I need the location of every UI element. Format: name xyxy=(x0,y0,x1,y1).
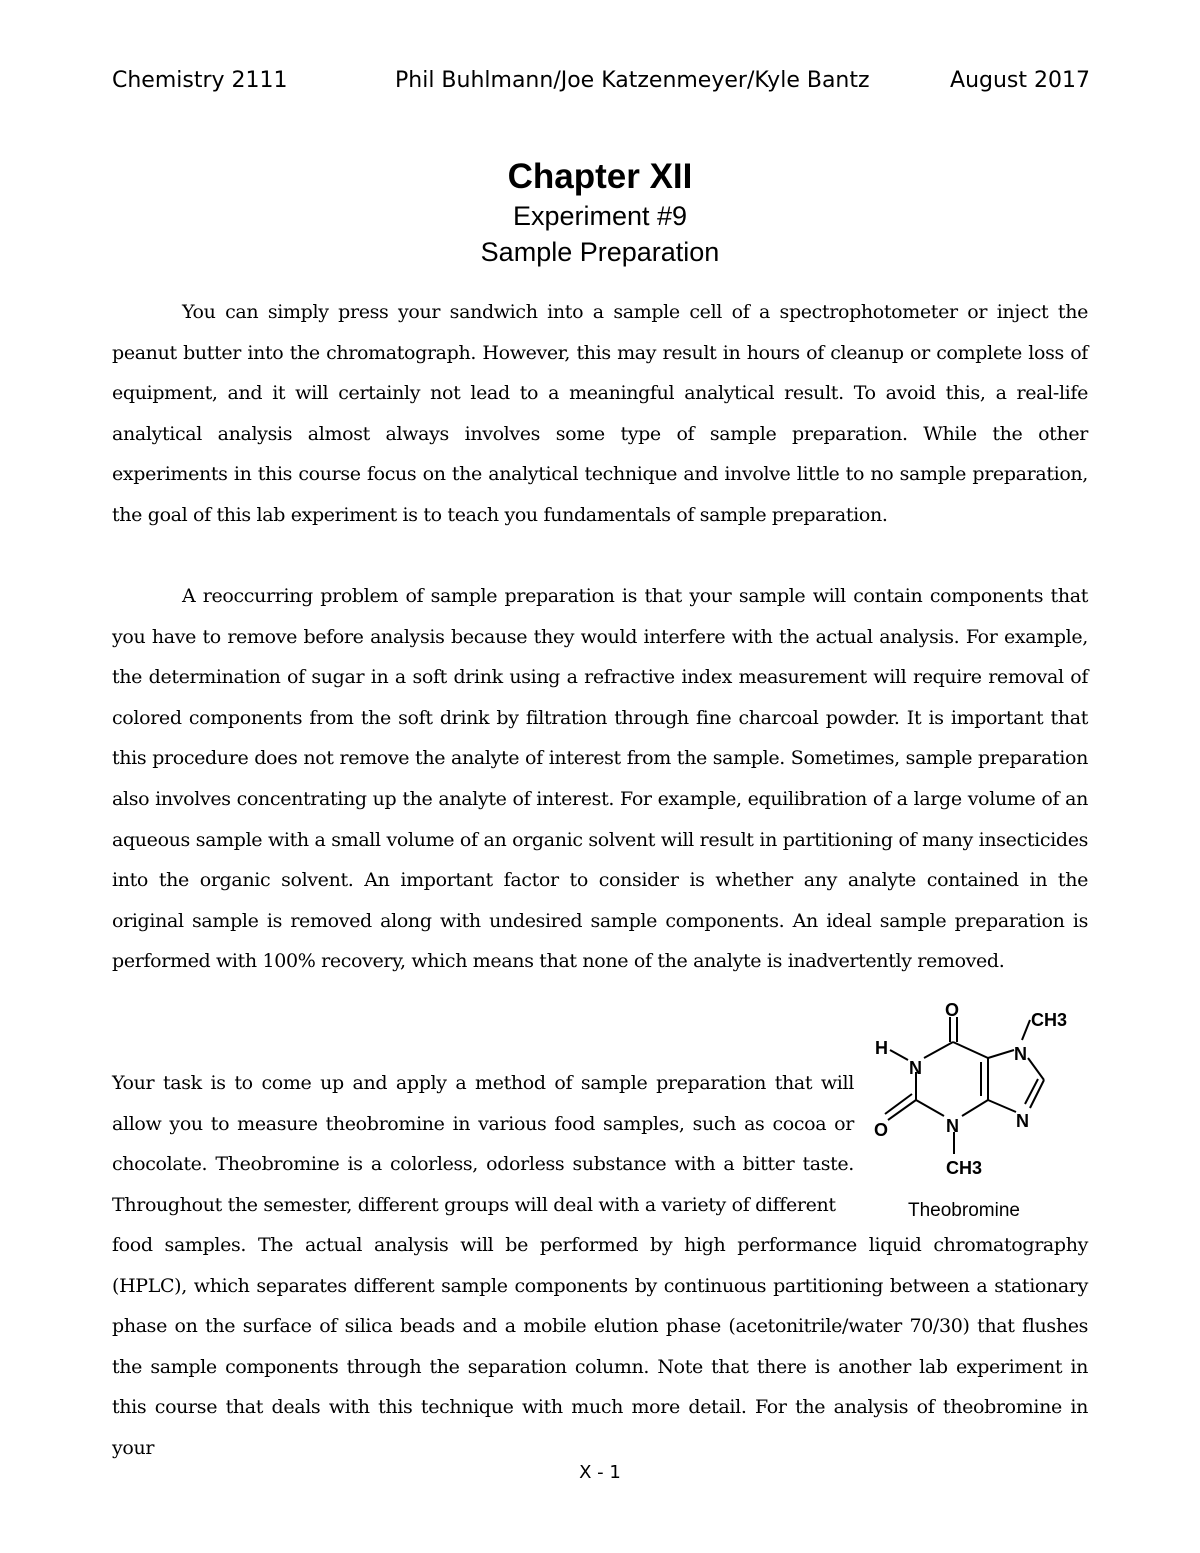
title-block xyxy=(0,156,1200,270)
paragraph-text: Your task is to come up and apply a method of sample preparation that will allow you to measure theobromine in various food samples, such as cocoa or chocolate. Theobromine is a colorless, odorless substance with a bitter taste. Throughout the semester, different groups will deal with a variety of different xyxy=(112,1072,854,1216)
theobromine-molecule-diagram xyxy=(868,992,1098,1222)
page-header xyxy=(112,68,1090,104)
figure-caption: Theobromine xyxy=(908,1200,1020,1221)
molecule-bonds xyxy=(885,1017,1044,1154)
atom-nitrogen-3: N xyxy=(946,1116,959,1136)
atom-nitrogen-1: N xyxy=(909,1058,922,1078)
atom-methyl-top: CH3 xyxy=(1031,1010,1068,1030)
paragraph-intro xyxy=(112,292,1088,536)
header-authors: Phil Buhlmann/Joe Katzenmeyer/Kyle Bantz xyxy=(395,68,870,93)
paragraph-text: You can simply press your sandwich into a sample cell of a spectrophotometer or inject the peanut butter into the chromatograph. However, this may result in hours of cleanup or complete loss of equipment, and it will certainly not lead to a meaningful analytical result. To avoid this, a real-life analytical analysis almost always involves some type of sample preparation. While the other experiments in this course focus on the analytical technique and involve little to no sample preparation, the goal of this lab experiment is to teach you fundamentals of sample preparation. xyxy=(112,301,1088,526)
paragraph-hplc xyxy=(112,1225,1088,1469)
paragraph-text: food samples. The actual analysis will be performed by high performance liquid chromatography (HPLC), which separates different sample components by continuous partitioning between a stationary phase on the surface of silica beads and a mobile elution phase (acetonitrile/water 70/30) that flushes the sample components through the separation column. Note that there is another lab experiment in this course that deals with this technique with much more detail. For the analysis of theobromine in your xyxy=(112,1234,1088,1459)
paragraph-task xyxy=(112,1063,854,1225)
paragraph-text: A reoccurring problem of sample preparation is that your sample will contain components that you have to remove before analysis because they would interfere with the actual analysis. For example, the determination of sugar in a soft drink using a refractive index measurement will require removal of colored components from the soft drink by filtration through fine charcoal powder. It is important that this procedure does not remove the analyte of interest from the sample. Sometimes, sample preparation also involves concentrating up the analyte of interest. For example, equilibration of a large volume of an aqueous sample with a small volume of an organic solvent will result in partitioning of many insecticides into the organic solvent. An important factor to consider is whether any analyte contained in the original sample is removed along with undesired sample components. An ideal sample preparation is performed with 100% recovery, which means that none of the analyte is inadvertently removed. xyxy=(112,585,1088,973)
paragraph-problem xyxy=(112,576,1088,982)
atom-oxygen-top: O xyxy=(945,1000,960,1020)
experiment-subtitle: Sample Preparation xyxy=(480,237,720,267)
header-date: August 2017 xyxy=(950,68,1090,93)
experiment-number: Experiment #9 xyxy=(512,201,688,231)
atom-oxygen-left: O xyxy=(874,1120,889,1140)
page-number: X - 1 xyxy=(579,1462,621,1483)
atom-nitrogen-9: N xyxy=(1016,1111,1029,1131)
header-course: Chemistry 2111 xyxy=(112,68,288,93)
atom-methyl-bottom: CH3 xyxy=(946,1158,983,1178)
atom-hydrogen: H xyxy=(875,1038,888,1058)
chapter-title: Chapter XII xyxy=(507,157,693,196)
theobromine-structure-figure xyxy=(868,992,1098,1222)
atom-nitrogen-7: N xyxy=(1014,1044,1027,1064)
